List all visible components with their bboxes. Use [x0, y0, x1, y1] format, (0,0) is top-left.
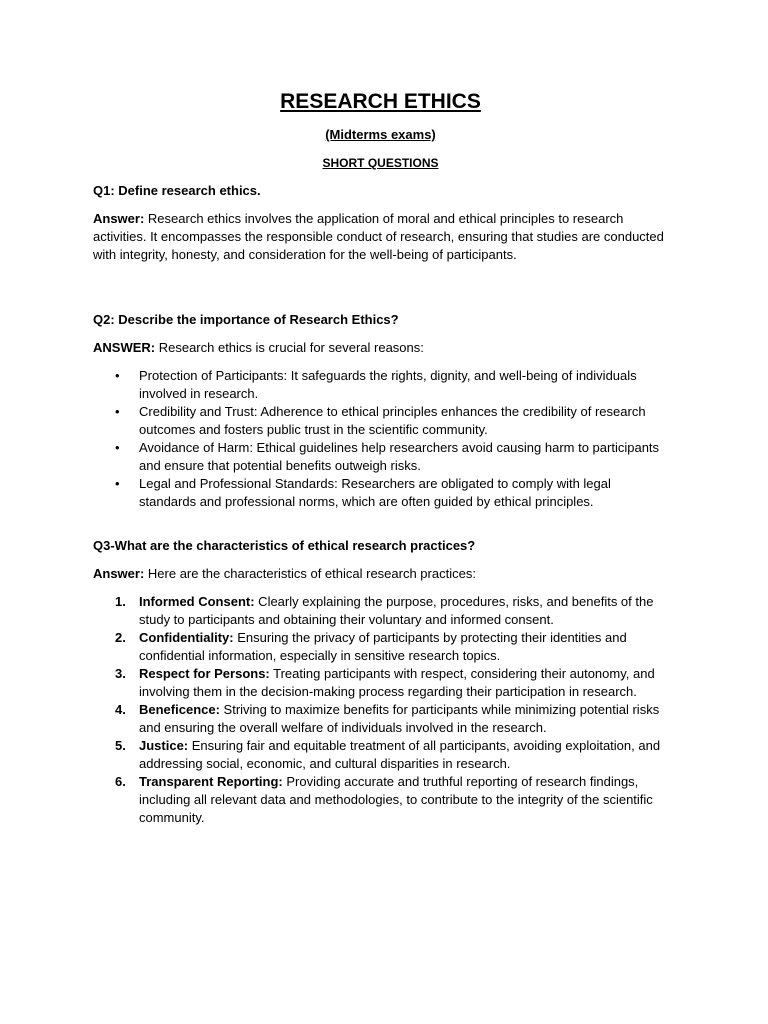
list-item-term: Confidentiality: [139, 630, 234, 645]
list-item-term: Respect for Persons: [139, 666, 270, 681]
list-item [115, 367, 668, 403]
answer-2-label: ANSWER: [93, 340, 156, 355]
list-item-text: Protection of Participants: It safeguards the rights, dignity, and well-being of individuals involved in research. [139, 368, 637, 401]
bullet-icon: • [115, 476, 120, 491]
bullet-icon: • [115, 368, 120, 383]
document-subtitle: (Midterms exams) [325, 127, 436, 142]
list-item-text: Ensuring the privacy of participants by protecting their identities and confidential information, especially in sensitive research topics. [139, 630, 627, 663]
question-2: Q2: Describe the importance of Research Ethics? [93, 312, 399, 327]
list-item-text: Ensuring fair and equitable treatment of all participants, avoiding exploitation, and addressing social, economic, and cultural disparities in research. [139, 738, 661, 771]
list-item [115, 475, 668, 511]
answer-1 [93, 210, 668, 264]
list-item [115, 629, 668, 665]
list-number: 5. [115, 738, 126, 753]
list-item [115, 439, 668, 475]
list-number: 6. [115, 774, 126, 789]
list-item-term: Justice: [139, 738, 189, 753]
answer-2-text: Research ethics is crucial for several reasons: [155, 340, 424, 355]
characteristics-list [93, 593, 668, 827]
list-item [115, 593, 668, 629]
answer-3-label: Answer: [93, 566, 145, 581]
list-item [115, 665, 668, 701]
answer-1-text: Research ethics involves the application of moral and ethical principles to research activities. It encompasses the responsible conduct of research, ensuring that studies are conducted with integrity, honesty, and consideration for the well-being of participants. [93, 211, 664, 262]
spacer [93, 521, 668, 537]
list-number: 1. [115, 594, 126, 609]
list-item-text: Legal and Professional Standards: Researchers are obligated to comply with legal standards and professional norms, which are often guided by ethical principles. [139, 476, 611, 509]
list-number: 3. [115, 666, 126, 681]
list-item-term: Informed Consent: [139, 594, 255, 609]
list-item [115, 701, 668, 737]
list-item [115, 737, 668, 773]
importance-list [93, 367, 668, 511]
list-item-term: Beneficence: [139, 702, 220, 717]
bullet-icon: • [115, 404, 120, 419]
spacer [93, 274, 668, 311]
list-item-term: Transparent Reporting: [139, 774, 283, 789]
bullet-icon: • [115, 440, 120, 455]
answer-1-label: Answer: [93, 211, 145, 226]
list-item-text: Credibility and Trust: Adherence to ethical principles enhances the credibility of research outcomes and fosters public trust in the scientific community. [139, 404, 646, 437]
list-item [115, 403, 668, 439]
document-title: RESEARCH ETHICS [280, 90, 481, 113]
section-heading: SHORT QUESTIONS [322, 156, 439, 170]
answer-3-text: Here are the characteristics of ethical research practices: [144, 566, 476, 581]
list-number: 4. [115, 702, 126, 717]
answer-3 [93, 565, 668, 583]
list-number: 2. [115, 630, 126, 645]
list-item [115, 773, 668, 827]
question-1: Q1: Define research ethics. [93, 183, 261, 198]
list-item-text: Treating participants with respect, considering their autonomy, and involving them in the decision-making process regarding their participation in research. [139, 666, 655, 699]
list-item-text: Clearly explaining the purpose, procedures, risks, and benefits of the study to participants and obtaining their voluntary and informed consent. [139, 594, 654, 627]
list-item-text: Avoidance of Harm: Ethical guidelines help researchers avoid causing harm to participants and ensure that potential benefits outweigh risks. [139, 440, 660, 473]
answer-2 [93, 339, 668, 357]
question-3: Q3-What are the characteristics of ethical research practices? [93, 538, 476, 553]
list-item-text: Striving to maximize benefits for participants while minimizing potential risks and ensuring the overall welfare of individuals involved in the research. [139, 702, 660, 735]
list-item-text: Providing accurate and truthful reporting of research findings, including all relevant data and methodologies, to contribute to the integrity of the scientific community. [139, 774, 653, 825]
